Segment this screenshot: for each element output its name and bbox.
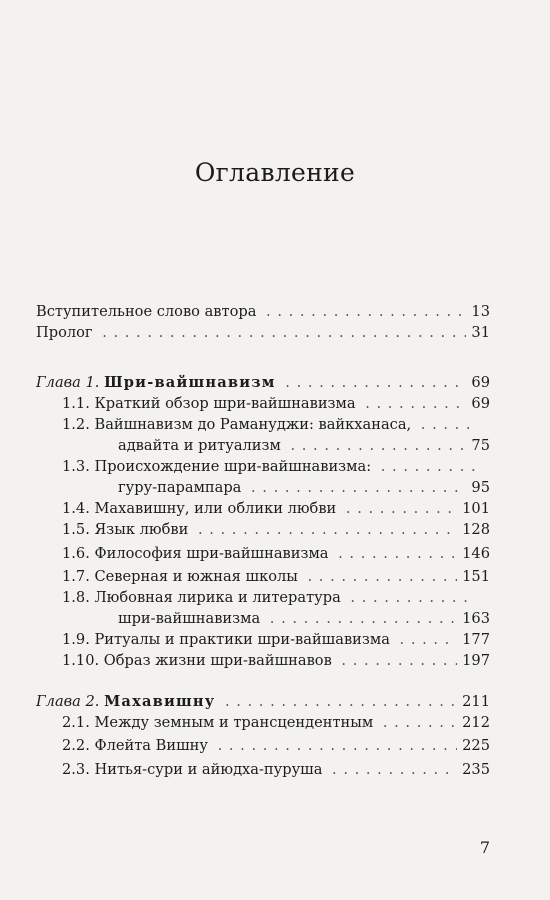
toc-entry-text: 2.3. Нитья-сури и айюдха-пуруша xyxy=(62,761,326,778)
toc-entry-text: Пролог xyxy=(36,324,97,341)
toc-section[interactable] xyxy=(0,629,550,650)
toc-entry-text: Вступительное слово автора xyxy=(36,303,260,320)
toc-section[interactable] xyxy=(0,543,550,564)
toc-section[interactable] xyxy=(0,650,550,671)
toc-page-number: 235 xyxy=(457,759,490,780)
toc-entry-prologue[interactable] xyxy=(0,322,550,343)
chapter-name: Шри-вайшнавизм xyxy=(104,374,276,391)
toc-section[interactable] xyxy=(0,393,550,414)
toc-page-number: 225 xyxy=(457,735,490,756)
toc-entry-text: шри-вайшнавизма xyxy=(118,610,264,627)
toc-section[interactable] xyxy=(0,587,550,608)
toc-entry-text: 1.5. Язык любви xyxy=(62,521,192,538)
toc-section[interactable] xyxy=(0,498,550,519)
toc-entry-text: 1.3. Происхождение шри-вайшнавизма: xyxy=(62,458,375,475)
toc-page-number: 151 xyxy=(457,566,490,587)
toc-page-number: 177 xyxy=(457,629,490,650)
chapter-number: Глава 1. xyxy=(36,374,100,391)
toc-entry-text: 1.1. Краткий обзор шри-вайшнавизма xyxy=(62,395,360,412)
toc-section-continuation[interactable] xyxy=(0,477,550,498)
toc-entry-text: гуру-парампара xyxy=(118,479,245,496)
toc-chapter-2[interactable] xyxy=(0,691,550,712)
chapter-name: Махавишну xyxy=(104,693,216,710)
toc-section[interactable] xyxy=(0,735,550,756)
toc-entry-text: 2.2. Флейта Вишну xyxy=(62,737,212,754)
toc-entry-text: 1.10. Образ жизни шри-вайшнавов xyxy=(62,652,336,669)
toc-entry-foreword[interactable] xyxy=(0,301,550,322)
toc-page-number: 211 xyxy=(457,691,490,712)
toc-section-continuation[interactable] xyxy=(0,435,550,456)
toc-page-number: 31 xyxy=(466,322,490,343)
chapter-number: Глава 2. xyxy=(36,693,100,710)
toc-section[interactable] xyxy=(0,519,550,540)
toc-section-continuation[interactable] xyxy=(0,608,550,629)
toc-page-number: 146 xyxy=(457,543,490,564)
toc-entry-text: адвайта и ритуализм xyxy=(118,437,285,454)
toc-page-number: 163 xyxy=(457,608,490,629)
toc-entry-text: 1.7. Северная и южная школы xyxy=(62,568,302,585)
toc-section[interactable] xyxy=(0,456,550,477)
page-number: 7 xyxy=(479,838,490,857)
toc-entry-text: 2.1. Между земным и трансцендентным xyxy=(62,714,377,731)
toc-page-number: 197 xyxy=(457,650,490,671)
toc-page-number: 101 xyxy=(457,498,490,519)
toc-chapter-1[interactable] xyxy=(0,372,550,393)
toc-section[interactable] xyxy=(0,712,550,733)
toc-section[interactable] xyxy=(0,566,550,587)
toc-entry-text: 1.6. Философия шри-вайшнавизма xyxy=(62,545,333,562)
toc-page-number: 13 xyxy=(466,301,490,322)
toc-page-number: 69 xyxy=(466,372,490,393)
toc-section[interactable] xyxy=(0,414,550,435)
toc-page-number: 128 xyxy=(457,519,490,540)
toc-entry-text: 1.9. Ритуалы и практики шри-вайшавизма xyxy=(62,631,394,648)
toc-entry-text: 1.4. Махавишну, или облики любви xyxy=(62,500,340,517)
toc-page-number: 75 xyxy=(466,435,490,456)
toc-page-number: 69 xyxy=(466,393,490,414)
toc-page-number: 212 xyxy=(457,712,490,733)
toc-page-number: 95 xyxy=(466,477,490,498)
toc-entry-text: 1.2. Вайшнавизм до Рамануджи: вайкханаса, xyxy=(62,416,415,433)
toc-entry-text: 1.8. Любовная лирика и литература xyxy=(62,589,345,606)
page-title: Оглавление xyxy=(194,158,356,187)
toc-section[interactable] xyxy=(0,759,550,780)
